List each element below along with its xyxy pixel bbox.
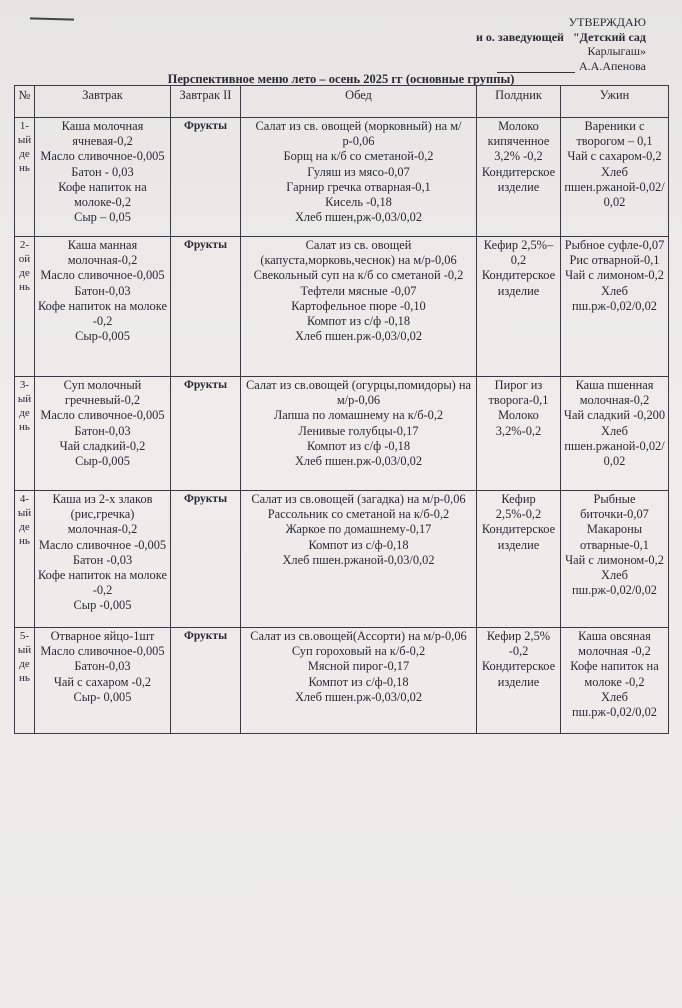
menu-item: Борщ на к/б со сметаной-0,2: [283, 149, 434, 164]
signer-name: А.А.Апенова: [578, 58, 646, 73]
menu-item: Батон-0,03: [74, 659, 131, 674]
menu-item: Макароны отварные-0,1: [580, 522, 649, 552]
menu-item: Чай с сахаром -0,2: [53, 674, 152, 689]
col-header-breakfast: Завтрак: [35, 86, 171, 118]
pen-mark: [30, 17, 74, 20]
menu-item: Ленивые голубцы-0,17: [298, 423, 419, 438]
menu-item: Рассольник со сметаной на к/б-0,2: [267, 507, 450, 522]
approve-label: УТВЕРЖДАЮ: [568, 15, 646, 29]
menu-item: Хлеб пшен.ржаной-0,02/0,02: [564, 423, 665, 469]
menu-item: Каша манная молочная-0,2: [67, 238, 138, 268]
menu-item: Тефтели мясные -0,07: [300, 283, 417, 298]
dinner-cell: [561, 118, 669, 237]
snack-cell: [477, 491, 561, 628]
col-header-breakfast2: Завтрак II: [171, 86, 241, 118]
menu-item: Масло сливочное-0,005: [40, 149, 165, 164]
dinner-cell: [561, 491, 669, 628]
snack-cell: [477, 628, 561, 734]
menu-item: Компот из с/ф -0,18: [306, 314, 411, 329]
menu-item: Компот из с/ф-0,18: [308, 674, 409, 689]
col-header-snack: Полдник: [477, 86, 561, 118]
approver-line: [386, 30, 646, 45]
menu-item: Салат из св. овощей (морковный) на м/р-0,06: [255, 119, 462, 149]
col-header-number: №: [15, 86, 35, 118]
menu-item: Кофе напиток на молоке -0,2: [38, 568, 167, 598]
menu-item: Чай сладкий -0,200: [563, 408, 666, 423]
menu-item: Молоко 3,2%-0,2: [495, 408, 542, 438]
menu-item: Сыр-0,005: [75, 454, 130, 469]
menu-item: Масло сливочное-0,005: [40, 408, 165, 423]
menu-item: Батон-0,03: [74, 283, 131, 298]
menu-item: Кондитерское изделие: [481, 522, 556, 552]
lunch-cell: [241, 491, 477, 628]
dinner-cell: [561, 237, 669, 377]
menu-item: Каша овсяная молочная -0,2: [578, 629, 651, 659]
menu-item: Гарнир гречка отварная-0,1: [286, 179, 431, 194]
menu-item: Молоко кипяченное 3,2% -0,2: [487, 119, 550, 164]
menu-item: Кефир 2,5%– 0,2: [483, 238, 554, 268]
snack-cell: [477, 237, 561, 377]
menu-item: Чай сладкий-0,2: [59, 438, 146, 453]
menu-item: Хлеб пшен.рж-0,03/0,02: [294, 329, 423, 344]
breakfast2-cell: Фрукты: [171, 118, 241, 237]
day-cell: 4-ый день: [15, 491, 35, 628]
table-row: [15, 118, 669, 237]
table-body: [15, 118, 669, 734]
breakfast-cell: [35, 377, 171, 491]
col-header-dinner: Ужин: [561, 86, 669, 118]
menu-item: Кефир 2,5%-0,2: [495, 492, 542, 522]
table-row: [15, 237, 669, 377]
menu-item: Чай с сахаром-0,2: [567, 149, 662, 164]
org-city: Карлыгаш»: [587, 44, 646, 58]
menu-item: Гуляш из мясо-0,07: [307, 164, 410, 179]
menu-item: Суп молочный гречневый-0,2: [63, 378, 142, 408]
breakfast-cell: [35, 118, 171, 237]
menu-item: Салат из св. овощей (капуста,морковь,чеснок) на м/р-0,06: [260, 238, 457, 268]
menu-item: Салат из св.овощей (загадка) на м/р-0,06: [251, 492, 466, 506]
menu-item: Чай с лимоном-0,2: [565, 552, 664, 567]
menu-item: Батон-0,03: [74, 423, 131, 438]
menu-title: Перспективное меню лето – осень 2025 гг (основные группы): [167, 72, 515, 86]
breakfast2-cell: Фрукты: [171, 491, 241, 628]
table-row: [15, 491, 669, 628]
menu-item: Жаркое по домашнему-0,17: [285, 522, 432, 537]
menu-item: Кондитерское изделие: [481, 659, 556, 689]
menu-item: Хлеб пш.рж-0,02/0,02: [572, 689, 657, 720]
menu-item: Батон - 0,03: [71, 164, 134, 179]
lunch-cell: [241, 237, 477, 377]
menu-item: Отварное яйцо-1шт: [50, 629, 155, 643]
dinner-cell: [561, 628, 669, 734]
menu-item: Каша пшенная молочная-0,2: [575, 378, 654, 408]
menu-item: Кофе напиток на молоке-0,2: [58, 179, 147, 210]
menu-item: Свекольный суп на к/б со сметаной -0,2: [253, 268, 464, 283]
menu-item: Компот из с/ф -0,18: [306, 438, 411, 453]
menu-item: Кондитерское изделие: [481, 268, 556, 298]
table-row: [15, 377, 669, 491]
menu-item: Масло сливочное -0,005: [38, 537, 167, 552]
menu-item: Кефир 2,5% -0,2: [486, 629, 551, 659]
table-header-row: [15, 86, 669, 118]
menu-item: Хлеб пшен.ржаной-0,03/0,02: [282, 552, 435, 567]
breakfast-cell: [35, 237, 171, 377]
lunch-cell: [241, 628, 477, 734]
approval-block: [386, 15, 646, 73]
day-cell: 3-ый день: [15, 377, 35, 491]
lunch-cell: [241, 118, 477, 237]
menu-item: Лапша по ломашнему на к/б-0,2: [273, 408, 444, 423]
day-cell: 1-ый день: [15, 118, 35, 237]
menu-item: Салат из св.овощей (огурцы,помидоры) на м/р-0,06: [245, 378, 472, 408]
approver-position: и о. заведующей: [475, 29, 564, 44]
menu-item: Салат из св.овощей(Ассорти) на м/р-0,06: [250, 629, 467, 643]
snack-cell: [477, 377, 561, 491]
menu-item: Хлеб пшен.рж-0,03/0,02: [294, 689, 423, 704]
breakfast2-cell: Фрукты: [171, 377, 241, 491]
menu-item: Сыр- 0,005: [73, 689, 132, 704]
menu-item: Хлеб пшен.рж-0,03/0,02: [294, 454, 423, 469]
menu-item: Кондитерское изделие: [481, 164, 556, 194]
day-cell: 2-ой день: [15, 237, 35, 377]
menu-item: Сыр – 0,05: [74, 210, 131, 225]
menu-item: Масло сливочное-0,005: [40, 644, 165, 659]
menu-item: Масло сливочное-0,005: [40, 268, 165, 283]
breakfast-cell: [35, 491, 171, 628]
menu-item: Сыр -0,005: [73, 598, 132, 613]
menu-item: Пирог из творога-0,1: [488, 378, 549, 408]
menu-item: Хлеб пш.рж-0,02/0,02: [572, 283, 657, 313]
snack-cell: [477, 118, 561, 237]
menu-item: Кофе напиток на молоке -0,2: [570, 659, 659, 689]
menu-item: Батон -0,03: [72, 552, 133, 567]
menu-item: Хлеб пш.рж-0,02/0,02: [572, 568, 657, 598]
menu-item: Чай с лимоном-0,2: [565, 268, 664, 283]
menu-item: Рыбные биточки-0,07: [580, 492, 649, 522]
breakfast-cell: [35, 628, 171, 734]
menu-item: Кофе напиток на молоке -0,2: [38, 298, 167, 329]
lunch-cell: [241, 377, 477, 491]
signature-line: [386, 59, 646, 74]
menu-item: Картофельное пюре -0,10: [291, 298, 426, 313]
col-header-lunch: Обед: [241, 86, 477, 118]
dinner-cell: [561, 377, 669, 491]
day-cell: 5-ый день: [15, 628, 35, 734]
menu-item: Сыр-0,005: [75, 329, 130, 344]
menu-item: Мясной пирог-0,17: [307, 659, 410, 674]
menu-item: Компот из с/ф-0,18: [308, 537, 409, 552]
menu-table: [14, 85, 669, 734]
menu-item: Каша из 2-х злаков (рис,гречка) молочная-0,2: [52, 492, 153, 537]
menu-item: Суп гороховый на к/б-0,2: [291, 644, 426, 659]
menu-item: Хлеб пшен,рж-0,03/0,02: [294, 210, 423, 225]
menu-item: Каша молочная ячневая-0,2: [61, 119, 144, 149]
menu-item: Кисель -0,18: [325, 195, 392, 210]
table-row: [15, 628, 669, 734]
org-name: "Детский сад: [572, 29, 646, 44]
breakfast2-cell: Фрукты: [171, 237, 241, 377]
menu-item: Рыбное суфле-0,07: [564, 238, 665, 252]
menu-item: Рис отварной-0,1: [569, 253, 660, 268]
breakfast2-cell: Фрукты: [171, 628, 241, 734]
menu-item: Хлеб пшен.ржаной-0,02/0,02: [564, 164, 665, 210]
menu-item: Вареники с творогом – 0,1: [576, 119, 653, 149]
